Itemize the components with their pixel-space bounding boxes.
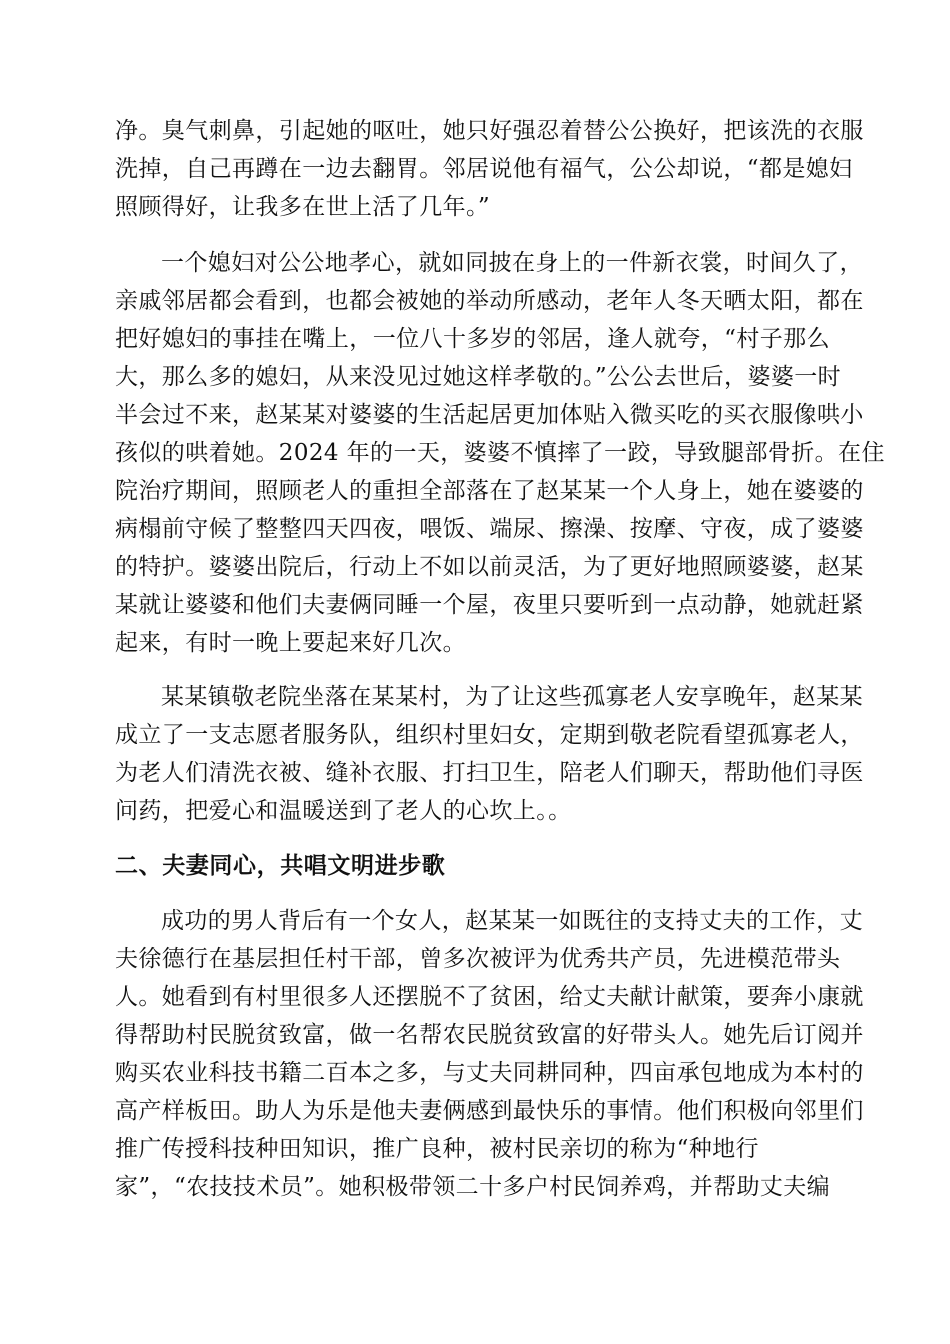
- paragraph-line: 一个媳妇对公公地孝心，就如同披在身上的一件新衣裳，时间久了，: [161, 250, 863, 276]
- paragraph-line: 高产样板田。助人为乐是他夫妻俩感到最快乐的事情。他们积极向邻里们: [115, 1098, 864, 1124]
- paragraph-line: 大，那么多的媳妇，从来没见过她这样孝敬的。”公公去世后，婆婆一时: [115, 364, 842, 390]
- paragraph-line: 夫徐德行在基层担任村干部，曾多次被评为优秀共产员，先进模范带头: [115, 946, 841, 972]
- section-heading: 二、夫妻同心，共唱文明进步歌: [115, 853, 446, 879]
- paragraph-line: 成功的男人背后有一个女人，赵某某一如既往的支持丈夫的工作，丈: [161, 908, 863, 934]
- paragraph-line: 为老人们清洗衣被、缝补衣服、打扫卫生，陪老人们聊天，帮助他们寻医: [115, 760, 864, 786]
- paragraph-line: 把好媳妇的事挂在嘴上，一位八十多岁的邻居，逢人就夸，“村子那么: [115, 326, 830, 352]
- paragraph-line: 人。她看到有村里很多人还摆脱不了贫困，给丈夫献计献策，要奔小康就: [115, 984, 864, 1010]
- paragraph-line: 病榻前守候了整整四天四夜，喂饭、端尿、擦澡、按摩、守夜，成了婆婆: [115, 516, 864, 542]
- paragraph-line: 的特护。婆婆出院后，行动上不如以前灵活，为了更好地照顾婆婆，赵某: [115, 554, 864, 580]
- paragraph-line: 孩似的哄着她。2024 年的一天，婆婆不慎摔了一跤，导致腿部骨折。在住: [115, 440, 885, 466]
- paragraph-line: 家”，“农技技术员”。她积极带领二十多户村民饲养鸡，并帮助丈夫编: [115, 1174, 831, 1200]
- paragraph-line: 洗掉，自己再蹲在一边去翻胃。邻居说他有福气，公公却说，“都是媳妇: [115, 156, 853, 182]
- paragraph-line: 购买农业科技书籍二百本之多，与丈夫同耕同种，四亩承包地成为本村的: [115, 1060, 864, 1086]
- paragraph-line: 问药，把爱心和温暖送到了老人的心坎上。。: [115, 798, 572, 824]
- paragraph-line: 院治疗期间，照顾老人的重担全部落在了赵某某一个人身上，她在婆婆的: [115, 478, 864, 504]
- paragraph-line: 半会过不来，赵某某对婆婆的生活起居更加体贴入微买吃的买衣服像哄小: [115, 402, 864, 428]
- paragraph-line: 成立了一支志愿者服务队，组织村里妇女，定期到敬老院看望孤寡老人，: [115, 722, 864, 748]
- paragraph-line: 起来，有时一晚上要起来好几次。: [115, 630, 466, 656]
- paragraph-line: 净。臭气刺鼻，引起她的呕吐，她只好强忍着替公公换好，把该洗的衣服: [115, 118, 864, 144]
- paragraph-line: 某某镇敬老院坐落在某某村，为了让这些孤寡老人安享晚年，赵某某: [161, 684, 863, 710]
- paragraph-line: 推广传授科技种田知识，推广良种，被村民亲切的称为“种地行: [115, 1136, 759, 1162]
- paragraph-line: 照顾得好，让我多在世上活了几年。”: [115, 194, 491, 220]
- paragraph-line: 亲戚邻居都会看到，也都会被她的举动所感动，老年人冬天晒太阳，都在: [115, 288, 864, 314]
- paragraph-line: 某就让婆婆和他们夫妻俩同睡一个屋，夜里只要听到一点动静，她就赶紧: [115, 592, 864, 618]
- paragraph-line: 得帮助村民脱贫致富，做一名帮农民脱贫致富的好带头人。她先后订阅并: [115, 1022, 864, 1048]
